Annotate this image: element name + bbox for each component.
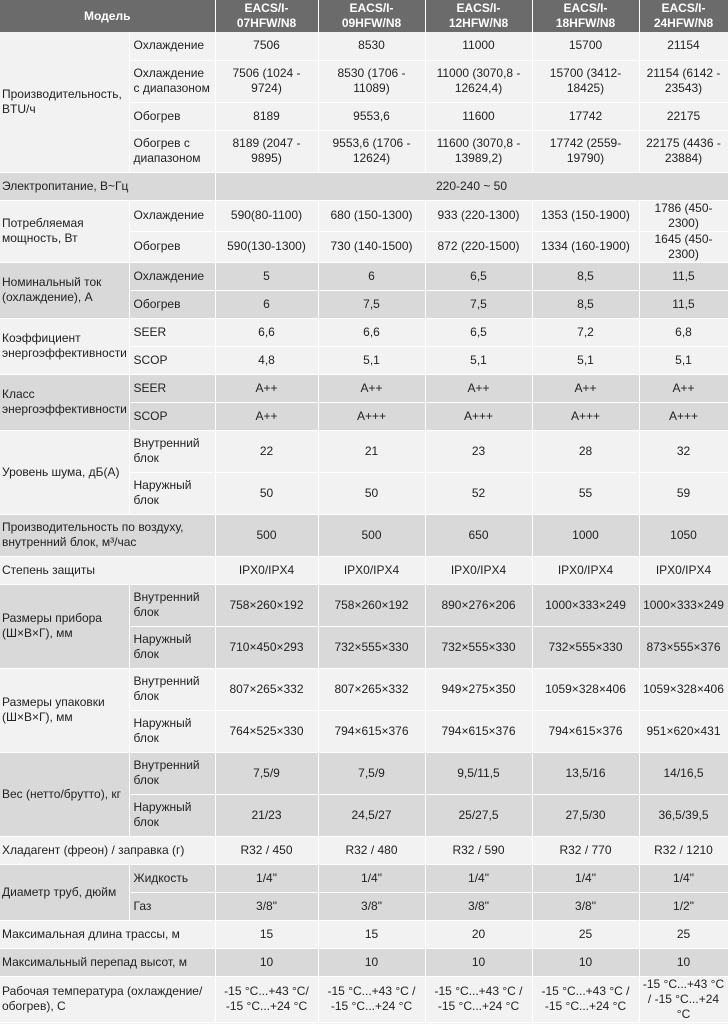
cell-value: 25 xyxy=(639,920,728,948)
cell-value: 11,5 xyxy=(639,262,728,290)
cell-value: A++ xyxy=(532,374,639,402)
cell-value: 3/8" xyxy=(532,892,639,920)
cell-value: 10 xyxy=(318,948,425,976)
cell-value: R32 / 480 xyxy=(318,836,425,864)
cell-value: 1/4" xyxy=(215,864,318,892)
table-row xyxy=(0,430,728,472)
group-label: Рабочая температура (охлаждение/обогрев), С xyxy=(0,976,215,1022)
group-label: Электропитание, В~Гц xyxy=(0,172,215,200)
cell-value: 730 (140-1500) xyxy=(318,231,425,262)
cell-value: 22175 xyxy=(639,102,728,130)
cell-value: 1/2" xyxy=(639,892,728,920)
group-label: Максимальный перепад высот, м xyxy=(0,948,215,976)
cell-value: 11000 (3070,8 - 12624,4) xyxy=(425,60,532,102)
cell-value-spanned: 220-240 ~ 50 xyxy=(215,172,728,200)
sub-label: Обогрев xyxy=(129,231,215,262)
sub-label: Охлаждение xyxy=(129,262,215,290)
header-model-1 xyxy=(215,0,318,32)
cell-value: 7506 xyxy=(215,32,318,60)
cell-value: 1059×328×406 xyxy=(639,668,728,710)
cell-value: -15 °C...+43 °C/ -15 °C...+24 °C xyxy=(215,976,318,1022)
cell-value: 8,5 xyxy=(532,262,639,290)
cell-value: 6,6 xyxy=(215,318,318,346)
cell-value: 1353 (150-1900) xyxy=(532,200,639,231)
cell-value: 1/4" xyxy=(425,864,532,892)
cell-value: 933 (220-1300) xyxy=(425,200,532,231)
cell-value: 794×615×376 xyxy=(425,710,532,752)
table-row xyxy=(0,262,728,290)
cell-value: IPX0/IPX4 xyxy=(639,556,728,584)
cell-value: 7506 (1024 - 9724) xyxy=(215,60,318,102)
cell-value: 1000×333×249 xyxy=(639,584,728,626)
group-label: Вес (нетто/брутто), кг xyxy=(0,752,129,836)
header-model-2-text: EACS/I- 09HFW/N8 xyxy=(341,1,402,30)
cell-value: 710×450×293 xyxy=(215,626,318,668)
cell-value: IPX0/IPX4 xyxy=(532,556,639,584)
cell-value: 10 xyxy=(215,948,318,976)
group-label: Потребляемая мощность, Вт xyxy=(0,200,129,262)
cell-value: 11600 (3070,8 - 13989,2) xyxy=(425,130,532,172)
group-label: Производительность по воздуху, внутренний блок, м³/час xyxy=(0,514,215,556)
group-label: Хладагент (фреон) / заправка (г) xyxy=(0,836,215,864)
cell-value: 732×555×330 xyxy=(532,626,639,668)
cell-value: 8189 xyxy=(215,102,318,130)
group-label: Номинальный ток (охлаждение), А xyxy=(0,262,129,318)
cell-value: A++ xyxy=(215,374,318,402)
cell-value: 15 xyxy=(318,920,425,948)
cell-value: 1000 xyxy=(532,514,639,556)
cell-value: 15 xyxy=(215,920,318,948)
cell-value: 1786 (450-2300) xyxy=(639,200,728,231)
table-row xyxy=(0,836,728,864)
group-label: Уровень шума, дБ(А) xyxy=(0,430,129,514)
cell-value: 23 xyxy=(425,430,532,472)
cell-value: 5 xyxy=(215,262,318,290)
header-model-1-text: EACS/I- 07HFW/N8 xyxy=(236,1,297,30)
cell-value: 36,5/39,5 xyxy=(639,794,728,836)
table-row xyxy=(0,948,728,976)
cell-value: 22175 (4436 - 23884) xyxy=(639,130,728,172)
cell-value: 17742 xyxy=(532,102,639,130)
cell-value: R32 / 450 xyxy=(215,836,318,864)
group-label: Класс энергоэффективности xyxy=(0,374,129,430)
cell-value: 3/8" xyxy=(425,892,532,920)
cell-value: 11600 xyxy=(425,102,532,130)
table-body xyxy=(0,32,728,1022)
cell-value: 6,6 xyxy=(318,318,425,346)
sub-label: Охлаждение xyxy=(129,32,215,60)
cell-value: R32 / 770 xyxy=(532,836,639,864)
sub-label: Обогрев с диапазоном xyxy=(129,130,215,172)
cell-value: 5,1 xyxy=(318,346,425,374)
group-label: Производительность, BTU/ч xyxy=(0,32,129,172)
cell-value: 13,5/16 xyxy=(532,752,639,794)
sub-label: Охлаждение xyxy=(129,200,215,231)
cell-value: 1050 xyxy=(639,514,728,556)
group-label: Степень защиты xyxy=(0,556,215,584)
cell-value: IPX0/IPX4 xyxy=(425,556,532,584)
header-model-5-text: EACS/I- 24HFW/N8 xyxy=(653,1,714,30)
cell-value: 807×265×332 xyxy=(318,668,425,710)
cell-value: 5,1 xyxy=(532,346,639,374)
sub-label: SCOP xyxy=(129,402,215,430)
cell-value: 6 xyxy=(215,290,318,318)
sub-label: Газ xyxy=(129,892,215,920)
table-row xyxy=(0,318,728,346)
sub-label: SEER xyxy=(129,374,215,402)
cell-value: 10 xyxy=(639,948,728,976)
cell-value: 25/27,5 xyxy=(425,794,532,836)
cell-value: 590(130-1300) xyxy=(215,231,318,262)
table-row xyxy=(0,920,728,948)
cell-value: 7,5 xyxy=(318,290,425,318)
table-row xyxy=(0,172,728,200)
cell-value: 8189 (2047 - 9895) xyxy=(215,130,318,172)
group-label: Максимальная длина трассы, м xyxy=(0,920,215,948)
cell-value: 1/4" xyxy=(532,864,639,892)
cell-value: 20 xyxy=(425,920,532,948)
cell-value: 14/16,5 xyxy=(639,752,728,794)
cell-value: 6,8 xyxy=(639,318,728,346)
cell-value: 7,2 xyxy=(532,318,639,346)
cell-value: 15700 xyxy=(532,32,639,60)
table-row xyxy=(0,556,728,584)
cell-value: 21154 xyxy=(639,32,728,60)
header-model-5 xyxy=(639,0,728,32)
cell-value: IPX0/IPX4 xyxy=(318,556,425,584)
cell-value: 3/8" xyxy=(318,892,425,920)
cell-value: 1334 (160-1900) xyxy=(532,231,639,262)
cell-value: 1059×328×406 xyxy=(532,668,639,710)
table-row xyxy=(0,32,728,60)
header-model-3-text: EACS/I- 12HFW/N8 xyxy=(448,1,509,30)
cell-value: 758×260×192 xyxy=(215,584,318,626)
sub-label: Наружный блок xyxy=(129,710,215,752)
cell-value: 951×620×431 xyxy=(639,710,728,752)
header-model-2 xyxy=(318,0,425,32)
sub-label: Внутренний блок xyxy=(129,752,215,794)
header-model-4-text: EACS/I- 18HFW/N8 xyxy=(555,1,616,30)
cell-value: 1000×333×249 xyxy=(532,584,639,626)
cell-value: 794×615×376 xyxy=(532,710,639,752)
cell-value: 8530 xyxy=(318,32,425,60)
cell-value: 1645 (450-2300) xyxy=(639,231,728,262)
table-row xyxy=(0,976,728,1022)
sub-label: Внутренний блок xyxy=(129,584,215,626)
cell-value: A++ xyxy=(425,374,532,402)
cell-value: 6 xyxy=(318,262,425,290)
cell-value: 4,8 xyxy=(215,346,318,374)
cell-value: 11000 xyxy=(425,32,532,60)
cell-value: 680 (150-1300) xyxy=(318,200,425,231)
cell-value: 764×525×330 xyxy=(215,710,318,752)
cell-value: 28 xyxy=(532,430,639,472)
cell-value: A+++ xyxy=(318,402,425,430)
cell-value: 10 xyxy=(425,948,532,976)
cell-value: A+++ xyxy=(425,402,532,430)
cell-value: A++ xyxy=(639,374,728,402)
cell-value: 59 xyxy=(639,472,728,514)
cell-value: 8,5 xyxy=(532,290,639,318)
table-row xyxy=(0,864,728,892)
cell-value: A++ xyxy=(318,374,425,402)
cell-value: 50 xyxy=(318,472,425,514)
group-label: Диаметр труб, дюйм xyxy=(0,864,129,920)
group-label: Размеры упаковки (Ш×В×Г), мм xyxy=(0,668,129,752)
cell-value: 949×275×350 xyxy=(425,668,532,710)
cell-value: 590(80-1100) xyxy=(215,200,318,231)
cell-value: 890×276×206 xyxy=(425,584,532,626)
table-row xyxy=(0,584,728,626)
cell-value: 32 xyxy=(639,430,728,472)
cell-value: 1/4" xyxy=(318,864,425,892)
cell-value: -15 °C...+43 °C / -15 °C...+24 °C xyxy=(639,976,728,1022)
cell-value: 7,5 xyxy=(425,290,532,318)
cell-value: 10 xyxy=(532,948,639,976)
cell-value: 500 xyxy=(215,514,318,556)
cell-value: 50 xyxy=(215,472,318,514)
sub-label: Наружный блок xyxy=(129,472,215,514)
cell-value: R32 / 590 xyxy=(425,836,532,864)
cell-value: 11,5 xyxy=(639,290,728,318)
cell-value: 807×265×332 xyxy=(215,668,318,710)
table-row xyxy=(0,374,728,402)
table-row xyxy=(0,752,728,794)
cell-value: IPX0/IPX4 xyxy=(215,556,318,584)
sub-label: Обогрев xyxy=(129,290,215,318)
cell-value: 17742 (2559- 19790) xyxy=(532,130,639,172)
cell-value: 8530 (1706 - 11089) xyxy=(318,60,425,102)
cell-value: R32 / 1210 xyxy=(639,836,728,864)
table-row xyxy=(0,668,728,710)
sub-label: Внутренний блок xyxy=(129,430,215,472)
sub-label: Жидкость xyxy=(129,864,215,892)
cell-value: 22 xyxy=(215,430,318,472)
cell-value: 25 xyxy=(532,920,639,948)
header-model-4 xyxy=(532,0,639,32)
cell-value: 15700 (3412- 18425) xyxy=(532,60,639,102)
cell-value: 21 xyxy=(318,430,425,472)
table-header xyxy=(0,0,728,32)
group-label: Размеры прибора (Ш×В×Г), мм xyxy=(0,584,129,668)
cell-value: -15 °C...+43 °C / -15 °C...+24 °C xyxy=(532,976,639,1022)
cell-value: 52 xyxy=(425,472,532,514)
cell-value: 6,5 xyxy=(425,318,532,346)
cell-value: 7,5/9 xyxy=(318,752,425,794)
cell-value: 732×555×330 xyxy=(425,626,532,668)
sub-label: Наружный блок xyxy=(129,626,215,668)
cell-value: 21/23 xyxy=(215,794,318,836)
cell-value: 24,5/27 xyxy=(318,794,425,836)
cell-value: A++ xyxy=(215,402,318,430)
cell-value: 3/8" xyxy=(215,892,318,920)
sub-label: Внутренний блок xyxy=(129,668,215,710)
cell-value: 27,5/30 xyxy=(532,794,639,836)
cell-value: 1/4" xyxy=(639,864,728,892)
cell-value: 650 xyxy=(425,514,532,556)
cell-value: 794×615×376 xyxy=(318,710,425,752)
cell-value: 9553,6 xyxy=(318,102,425,130)
table-row xyxy=(0,200,728,231)
cell-value: 872 (220-1500) xyxy=(425,231,532,262)
group-label: Коэффициент энергоэффективности xyxy=(0,318,129,374)
cell-value: 7,5/9 xyxy=(215,752,318,794)
cell-value: 55 xyxy=(532,472,639,514)
table-row xyxy=(0,514,728,556)
cell-value: A+++ xyxy=(639,402,728,430)
cell-value: 9,5/11,5 xyxy=(425,752,532,794)
cell-value: 500 xyxy=(318,514,425,556)
sub-label: SCOP xyxy=(129,346,215,374)
sub-label: Обогрев xyxy=(129,102,215,130)
cell-value: 758×260×192 xyxy=(318,584,425,626)
cell-value: A+++ xyxy=(532,402,639,430)
header-model-label: Модель xyxy=(0,0,215,32)
cell-value: 732×555×330 xyxy=(318,626,425,668)
sub-label: Охлаждение с диапазоном xyxy=(129,60,215,102)
cell-value: 21154 (6142 - 23543) xyxy=(639,60,728,102)
cell-value: 9553,6 (1706 - 12624) xyxy=(318,130,425,172)
cell-value: 5,1 xyxy=(639,346,728,374)
cell-value: -15 °C...+43 °C / -15 °C...+24 °C xyxy=(318,976,425,1022)
cell-value: 873×555×376 xyxy=(639,626,728,668)
cell-value: 5,1 xyxy=(425,346,532,374)
header-model-3 xyxy=(425,0,532,32)
cell-value: 6,5 xyxy=(425,262,532,290)
cell-value: -15 °C...+43 °C / -15 °C...+24 °C xyxy=(425,976,532,1022)
sub-label: SEER xyxy=(129,318,215,346)
sub-label: Наружный блок xyxy=(129,794,215,836)
